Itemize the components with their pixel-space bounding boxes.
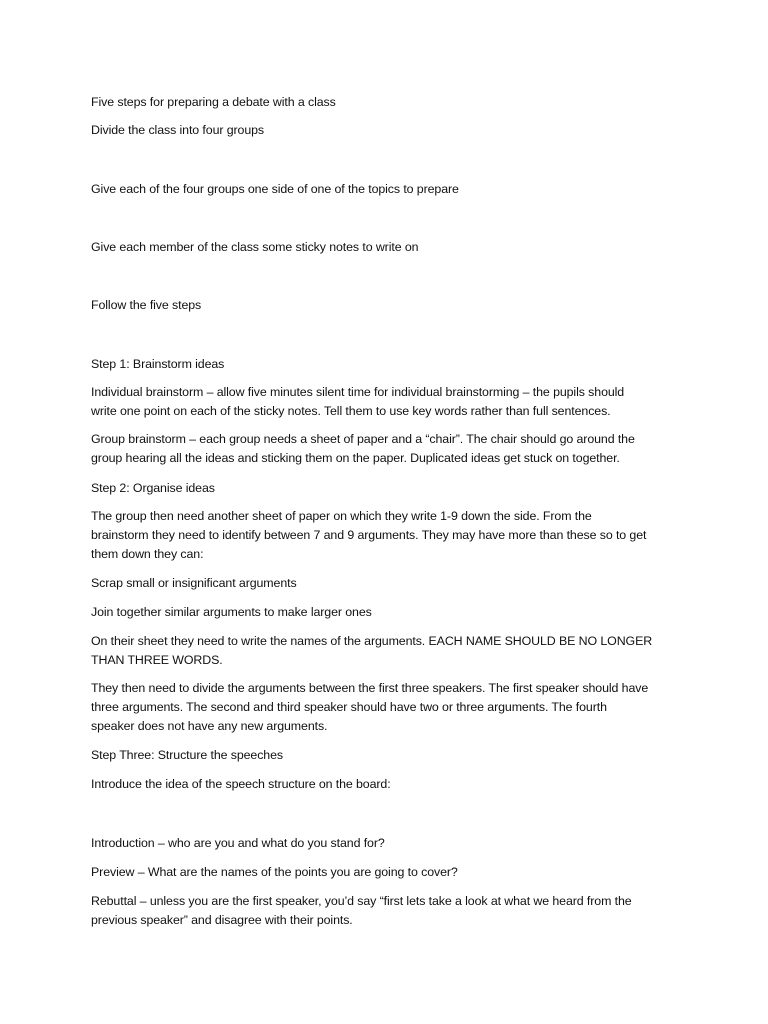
paragraph-line: They then need to divide the arguments between the first three speakers. The first speaker should have <box>91 681 649 695</box>
step1-heading: Step 1: Brainstorm ideas <box>91 357 225 371</box>
paragraph-line: brainstorm they need to identify between 7 and 9 arguments. They may have more than these so to get <box>91 528 647 542</box>
intro-line-sticky-notes: Give each member of the class some sticky notes to write on <box>91 240 419 254</box>
paragraph-line: write one point on each of the sticky notes. Tell them to use key words rather than full sentences. <box>91 404 611 418</box>
paragraph-line: Group brainstorm – each group needs a sheet of paper and a “chair”. The chair should go around the <box>91 432 635 446</box>
step2-names-paragraph <box>91 632 671 670</box>
step3-heading: Step Three: Structure the speeches <box>91 748 283 762</box>
step2-scrap-line: Scrap small or insignificant arguments <box>91 576 297 590</box>
paragraph-line: THAN THREE WORDS. <box>91 653 223 667</box>
paragraph-line: On their sheet they need to write the names of the arguments. EACH NAME SHOULD BE NO LONGER <box>91 634 653 648</box>
paragraph-line: Individual brainstorm – allow five minutes silent time for individual brainstorming – the pupils should <box>91 385 625 399</box>
intro-line-give-groups: Give each of the four groups one side of one of the topics to prepare <box>91 182 459 196</box>
document-title: Five steps for preparing a debate with a class <box>91 95 336 109</box>
paragraph-line: previous speaker” and disagree with their points. <box>91 913 353 927</box>
paragraph-line: speaker does not have any new arguments. <box>91 719 328 733</box>
paragraph-line: The group then need another sheet of paper on which they write 1-9 down the side. From the <box>91 509 592 523</box>
paragraph-line: group hearing all the ideas and sticking them on the paper. Duplicated ideas get stuck on together. <box>91 451 620 465</box>
intro-line-follow: Follow the five steps <box>91 298 202 312</box>
step2-heading: Step 2: Organise ideas <box>91 481 215 495</box>
step3-introduction-line: Introduction – who are you and what do you stand for? <box>91 836 385 850</box>
paragraph-line: three arguments. The second and third speaker should have two or three arguments. The fourth <box>91 700 607 714</box>
step1-individual-paragraph <box>91 383 671 421</box>
step2-join-line: Join together similar arguments to make larger ones <box>91 605 372 619</box>
step3-preview-line: Preview – What are the names of the points you are going to cover? <box>91 865 458 879</box>
step3-rebuttal-paragraph <box>91 892 671 930</box>
step1-group-paragraph <box>91 430 671 468</box>
step3-intro-line: Introduce the idea of the speech structure on the board: <box>91 777 391 791</box>
paragraph-line: them down they can: <box>91 547 204 561</box>
paragraph-line: Rebuttal – unless you are the first speaker, you’d say “first lets take a look at what we heard from the <box>91 894 632 908</box>
step2-paragraph <box>91 507 671 564</box>
step2-divide-paragraph <box>91 679 671 736</box>
intro-line-divide: Divide the class into four groups <box>91 123 265 137</box>
